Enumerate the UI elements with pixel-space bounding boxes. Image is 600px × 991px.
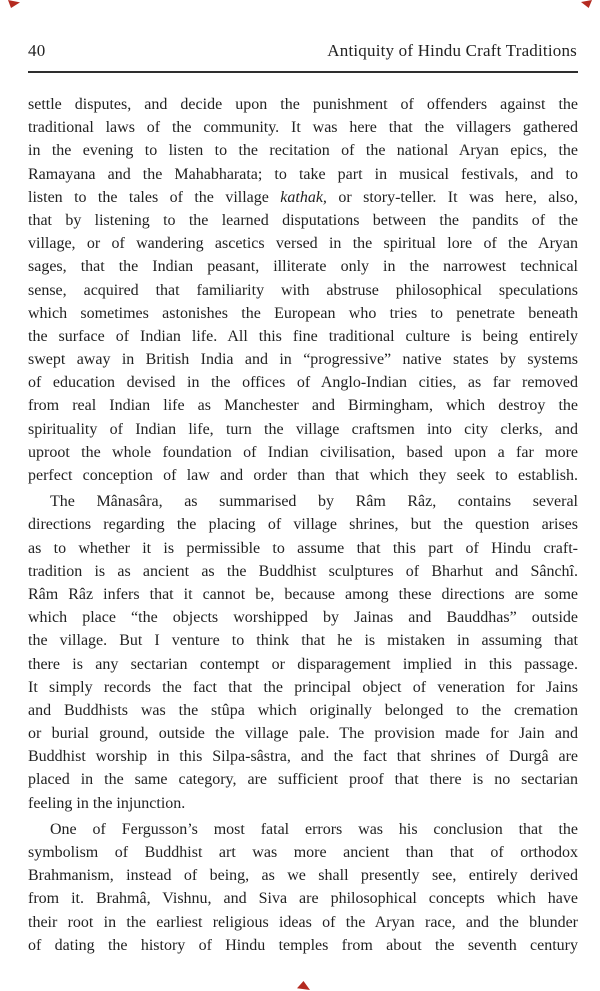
text-line: their root in the earliest religious ideas of the Aryan race, and the blunder	[28, 913, 578, 931]
text-line: directions regarding the placing of village shrines, but the question arises	[28, 516, 578, 534]
text-line: uproot the whole foundation of Indian civilisation, based upon a far more	[28, 443, 578, 461]
text-line: in the evening to listen to the recitation of the national Aryan epics, the	[28, 142, 578, 160]
text-line: placed in the same category, are sufficient proof that there is no sectarian	[28, 771, 578, 789]
text-line: and Buddhists was the stûpa which originally belonged to the cremation	[28, 701, 578, 719]
scan-mark-bottom-center	[297, 981, 310, 990]
scan-mark-top-left	[8, 0, 20, 8]
text-line: of dating the history of Hindu temples from about the seventh century	[28, 936, 578, 954]
text-line: of education devised in the offices of Anglo-Indian cities, as far removed	[28, 374, 578, 392]
page-header	[28, 42, 577, 60]
text-line: settle disputes, and decide upon the punishment of offenders against the	[28, 96, 578, 113]
header-rule	[28, 71, 578, 73]
text-line: swept away in British India and in “progressive” native states by systems	[28, 351, 578, 369]
text-line: perfect conception of law and order than that which they seek to establish.	[28, 467, 578, 484]
text-line: Brahmanism, instead of being, as we shall presently see, entirely derived	[28, 867, 578, 885]
text-line: spirituality of Indian life, turn the village craftsmen into city clerks, and	[28, 420, 578, 438]
text-line: sages, that the Indian peasant, illiterate only in the narrowest technical	[28, 258, 578, 276]
paragraph	[28, 490, 578, 815]
scan-mark-top-right	[581, 0, 592, 8]
text-line: from it. Brahmâ, Vishnu, and Siva are philosophical concepts which have	[28, 890, 578, 908]
paragraph	[28, 818, 578, 957]
text-line: which sometimes astonishes the European who tries to penetrate beneath	[28, 304, 578, 322]
text-line: Ramayana and the Mahabharata; to take part in musical festivals, and to	[28, 165, 578, 183]
text-line: there is any sectarian contempt or disparagement implied in this passage.	[28, 655, 578, 673]
text-line: the village. But I venture to think that he is mistaken in assuming that	[28, 632, 578, 650]
text-line: village, or of wandering ascetics versed in the spiritual lore of the Aryan	[28, 235, 578, 253]
paragraph	[28, 93, 578, 487]
text-line: Râm Râz infers that it cannot be, because among these directions are some	[28, 585, 578, 603]
text-line: It simply records the fact that the principal object of veneration for Jains	[28, 678, 578, 696]
text-line: The Mânasâra, as summarised by Râm Râz, contains several	[50, 493, 578, 511]
text-line: that by listening to the learned disputations between the pandits of the	[28, 211, 578, 229]
text-line: Buddhist worship in this Silpa-sâstra, and the fact that shrines of Durgâ are	[28, 748, 578, 766]
text-line: or burial ground, outside the village pale. The provision made for Jain and	[28, 725, 578, 743]
text-line: One of Fergusson’s most fatal errors was his conclusion that the	[50, 820, 578, 838]
text-line: sense, acquired that familiarity with abstruse philosophical speculations	[28, 281, 578, 299]
page-number: 40	[28, 41, 46, 60]
text-line: as to whether it is permissible to assume that this part of Hindu craft-	[28, 539, 578, 557]
text-line: which place “the objects worshipped by Jainas and Bauddhas” outside	[28, 609, 578, 627]
page-body	[28, 93, 578, 957]
text-line: from real Indian life as Manchester and Birmingham, which destroy the	[28, 397, 578, 415]
text-line: feeling in the injunction.	[28, 794, 186, 812]
running-title: Antiquity of Hindu Craft Traditions	[327, 41, 577, 60]
text-line: listen to the tales of the village kathak, or story-teller. It was here, also,	[28, 188, 578, 206]
text-line: tradition is as ancient as the Buddhist sculptures of Bharhut and Sânchî.	[28, 562, 578, 580]
text-line: symbolism of Buddhist art was more ancient than that of orthodox	[28, 844, 578, 861]
text-line: the surface of Indian life. All this fine traditional culture is being entirely	[28, 327, 578, 345]
text-line: traditional laws of the community. It was here that the villagers gathered	[28, 119, 578, 137]
